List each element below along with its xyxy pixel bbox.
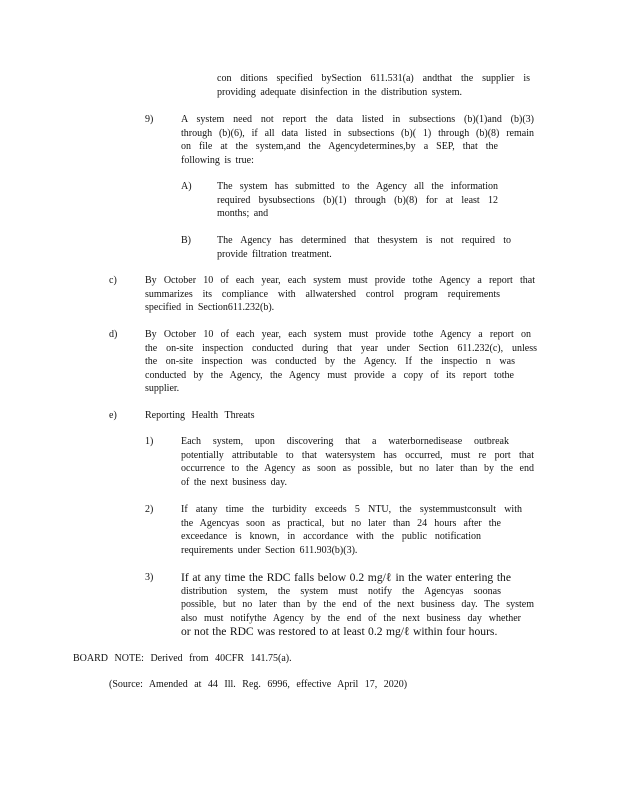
item-9-marker: 9): [145, 114, 154, 125]
text-line: Each system, upon discovering that a waterbornedisease outbreak: [181, 436, 509, 447]
text-line: the Agencyas soon as practical, but no later than 24 hours after the: [181, 517, 501, 529]
text-line: exceedance is known, in accordance with the public notification: [181, 531, 481, 543]
text-line: By October 10 of each year, each system must provide tothe Agency a report on: [145, 329, 531, 340]
text-line: through (b)(6), if all data listed in subsections (b)( 1) through (b)(8) remain: [181, 127, 534, 139]
item-c-marker: c): [109, 275, 117, 286]
item-1-paragraph: [181, 435, 534, 489]
text-line: following is true:: [181, 154, 254, 166]
text-line: on file at the system,and the Agencydetermines,by a SEP, that the: [181, 141, 498, 153]
item-b-paragraph: [217, 234, 511, 261]
board-note: BOARD NOTE: Derived from 40CFR 141.75(a).: [73, 653, 292, 664]
text-line: A system need not report the data listed in subsections (b)(1)and (b)(3): [181, 114, 534, 125]
text-line: occurrence to the Agency as soon as possible, but no later than by the end: [181, 463, 534, 475]
text-line: summarizes its compliance with allwatershed control program requirements: [145, 288, 500, 300]
text-line: The Agency has determined that thesystem is not required to: [217, 235, 511, 246]
text-line: con ditions specified bySection 611.531(a) andthat the supplier is: [217, 73, 530, 84]
text-line: If at any time the RDC falls below 0.2 mg/ℓ in the water entering the: [181, 571, 511, 584]
continuation-paragraph: [217, 72, 530, 99]
item-e-marker: e): [109, 410, 117, 421]
item-3-marker: 3): [145, 572, 154, 583]
text-line: potentially attributable to that watersystem has occurred, must re port that: [181, 449, 534, 461]
text-line: the on-site inspection conducted during that year under Section 611.232(c), unless: [145, 342, 537, 354]
text-line: of the next business day.: [181, 476, 287, 488]
item-2-marker: 2): [145, 504, 154, 515]
item-a-marker: A): [181, 181, 192, 192]
text-line: By October 10 of each year, each system must provide tothe Agency a report that: [145, 275, 535, 286]
item-3-paragraph: [181, 571, 534, 639]
item-2-paragraph: [181, 503, 522, 557]
text-line: provide filtration treatment.: [217, 248, 332, 260]
text-line: the on-site inspection was conducted by the Agency. If the inspectio n was: [145, 356, 515, 368]
text-line: requirements under Section 611.903(b)(3).: [181, 544, 358, 556]
text-line: months; and: [217, 208, 269, 220]
text-line: distribution system, the system must notify the Agencyas soonas: [181, 585, 501, 597]
text-line: specified in Section611.232(b).: [145, 302, 275, 314]
text-line: If atany time the turbidity exceeds 5 NTU, the systemmustconsult with: [181, 504, 522, 515]
source-note: (Source: Amended at 44 Ill. Reg. 6996, effective April 17, 2020): [109, 679, 408, 690]
item-d-paragraph: [145, 328, 537, 396]
item-9-paragraph: [181, 113, 534, 167]
text-line: also must notifythe Agency by the end of the next business day whether: [181, 612, 521, 624]
text-line: The system has submitted to the Agency all the information: [217, 181, 498, 192]
text-line: supplier.: [145, 383, 180, 395]
text-line: conducted by the Agency, the Agency must provide a copy of its report tothe: [145, 369, 514, 381]
text-line: required bysubsections (b)(1) through (b)(8) for at least 12: [217, 194, 498, 206]
item-a-paragraph: [217, 180, 498, 221]
item-1-marker: 1): [145, 436, 154, 447]
text-line: or not the RDC was restored to at least 0.2 mg/ℓ within four hours.: [181, 625, 498, 639]
text-line: possible, but no later than by the end of the next business day. The system: [181, 599, 534, 611]
text-line: providing adequate disinfection in the distribution system.: [217, 86, 463, 98]
item-d-marker: d): [109, 329, 118, 340]
reporting-health-threats-heading: Reporting Health Threats: [145, 410, 255, 421]
item-b-marker: B): [181, 235, 191, 246]
item-c-paragraph: [145, 274, 535, 315]
